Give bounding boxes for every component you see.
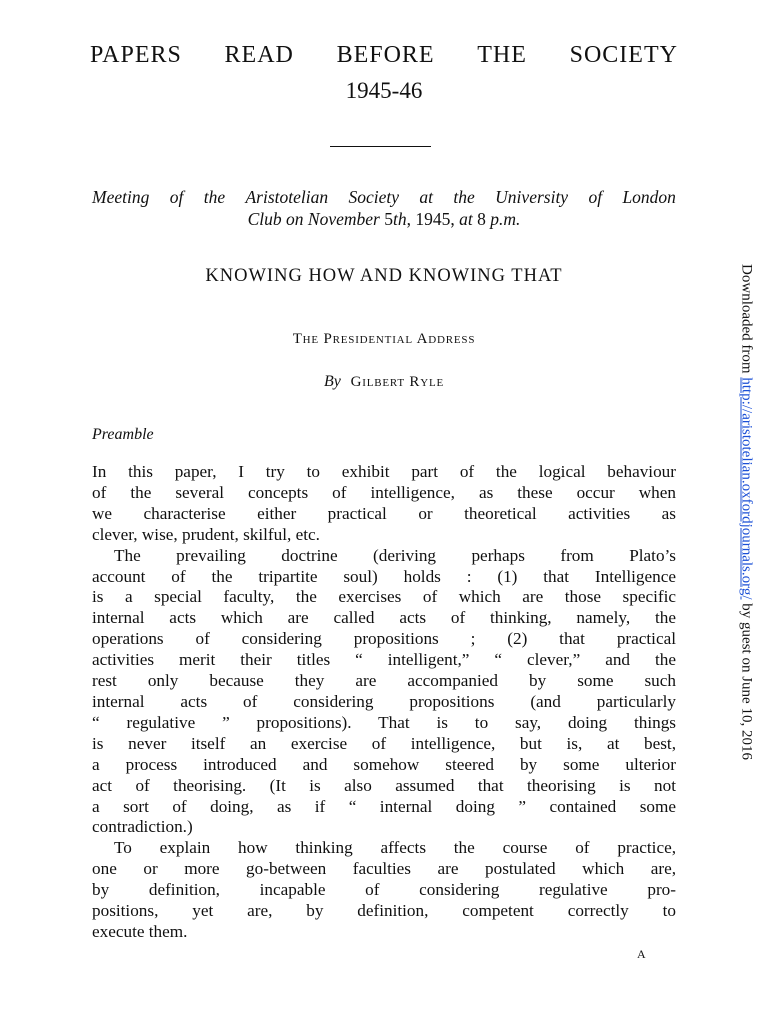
meeting-day-suffix: th xyxy=(392,209,407,229)
meeting-word: of xyxy=(169,187,184,207)
body-line: a sort of doing, as if “ internal doing ” contained some xyxy=(92,796,676,816)
meeting-word: University xyxy=(495,187,569,207)
meeting-word: the xyxy=(453,187,475,207)
journal-title xyxy=(90,42,678,69)
meeting-word: at xyxy=(419,187,434,207)
meeting-word: Society xyxy=(348,187,400,207)
body-line: act of theorising. (It is also assumed that theorising is not xyxy=(92,775,676,795)
meeting-line-2 xyxy=(92,208,676,230)
body-line: is never itself an exercise of intelligence, but is, at best, xyxy=(92,733,676,753)
journal-title-word: SOCIETY xyxy=(569,42,678,68)
body-line: activities merit their titles “ intelligent,” “ clever,” and the xyxy=(92,650,676,670)
watermark-prefix: Downloaded from xyxy=(738,264,755,374)
byline-by: By xyxy=(323,373,341,390)
body-line: To explain how thinking affects the course of practice, xyxy=(114,838,676,858)
download-watermark xyxy=(738,264,755,760)
body-line: a process introduced and somehow steered by some ulterior xyxy=(92,754,676,774)
body-line: account of the tripartite soul) holds : (1) that Intelligence xyxy=(92,566,676,586)
meeting-year: , 1945, xyxy=(406,209,455,229)
body-line: clever, wise, prudent, skilful, etc. xyxy=(92,524,320,544)
body-line: we characterise either practical or theoretical activities as xyxy=(92,503,676,523)
meeting-hour: 8 xyxy=(477,209,486,229)
byline xyxy=(0,373,768,391)
body-line: “ regulative ” propositions). That is to say, doing things xyxy=(92,712,676,732)
journal-title-word: BEFORE xyxy=(336,42,435,68)
meeting-at: at xyxy=(459,209,473,229)
body-line: rest only because they are accompanied by some such xyxy=(92,671,676,691)
author-name: Gilbert Ryle xyxy=(350,374,445,390)
body-line: is a special faculty, the exercises of which are those specific xyxy=(92,587,676,607)
body-line: The prevailing doctrine (deriving perhaps from Plato’s xyxy=(114,545,676,565)
body-line: positions, yet are, by definition, competent correctly to xyxy=(92,901,676,921)
journal-title-word: PAPERS xyxy=(90,42,182,68)
meeting-word: Aristotelian xyxy=(245,187,329,207)
watermark-link[interactable]: http://aristotelian.oxfordjournals.org/ xyxy=(738,377,755,600)
body-line: of the several concepts of intelligence, as these occur when xyxy=(92,482,676,502)
title-divider xyxy=(330,146,431,147)
body-line: execute them. xyxy=(92,921,188,941)
journal-years: 1945-46 xyxy=(345,78,423,103)
meeting-line-1 xyxy=(92,186,676,208)
meeting-club: Club on November xyxy=(247,209,380,229)
address-heading: The Presidential Address xyxy=(292,331,476,347)
body-text xyxy=(92,462,676,943)
watermark-suffix: by guest on June 10, 2016 xyxy=(738,603,755,760)
body-line: In this paper, I try to exhibit part of the logical behaviour xyxy=(92,462,676,481)
meeting-word: of xyxy=(588,187,603,207)
signature-mark: A xyxy=(637,947,646,961)
meeting-info xyxy=(92,186,676,230)
section-heading: Preamble xyxy=(92,426,154,443)
body-line: operations of considering propositions ; (2) that practical xyxy=(92,629,676,649)
body-line: internal acts of considering propositions (and particularly xyxy=(92,691,676,711)
body-line: contradiction.) xyxy=(92,817,193,837)
meeting-word: Meeting xyxy=(92,187,150,207)
journal-title-word: READ xyxy=(224,42,294,68)
meeting-pm: p.m. xyxy=(490,209,521,229)
body-line: by definition, incapable of considering regulative pro- xyxy=(92,880,676,900)
journal-title-word: THE xyxy=(477,42,527,68)
body-line: one or more go-between faculties are postulated which are, xyxy=(92,859,676,879)
body-line: internal acts which are called acts of thinking, namely, the xyxy=(92,608,676,628)
meeting-word: London xyxy=(622,187,676,207)
meeting-day: 5 xyxy=(384,209,393,229)
meeting-word: the xyxy=(203,187,226,207)
paper-title: KNOWING HOW AND KNOWING THAT xyxy=(205,266,563,286)
